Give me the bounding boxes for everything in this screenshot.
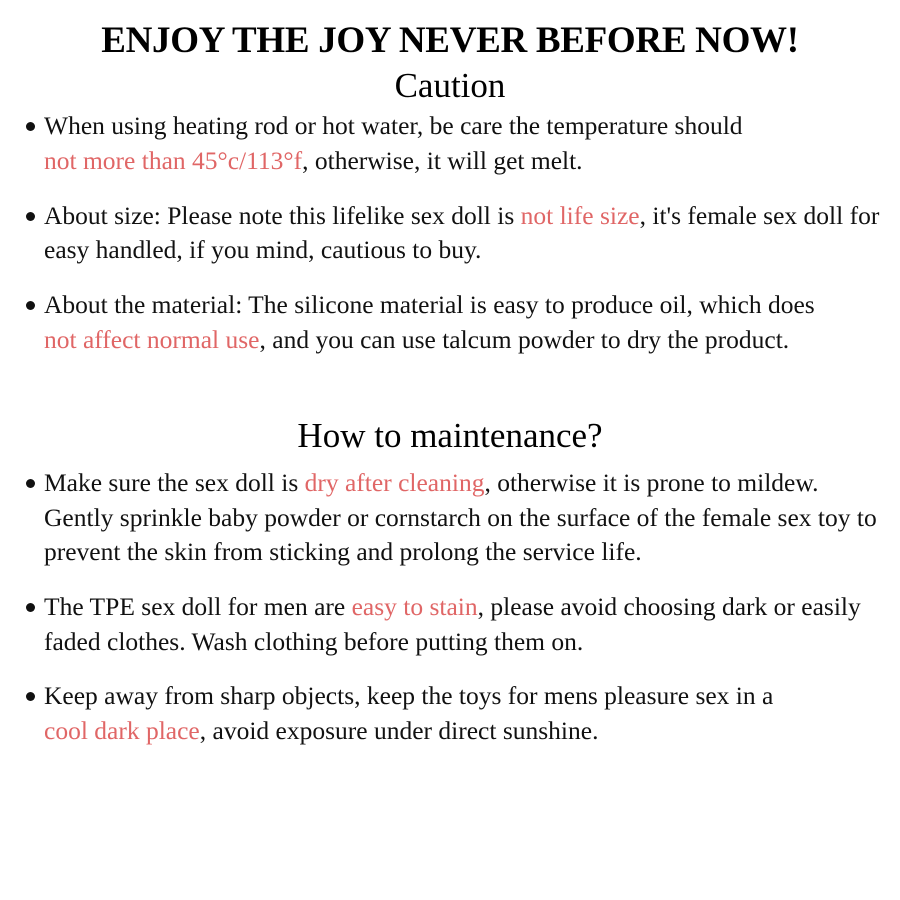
body-text: , otherwise, it will get melt. (302, 146, 583, 176)
highlighted-phrase: not life size (520, 200, 640, 230)
caution-item-1-text (44, 201, 879, 265)
caution-item-0-text (44, 111, 743, 175)
body-text: Keep away from sharp objects, keep the toys for mens pleasure sex in a (44, 681, 774, 711)
maintenance-title: How to maintenance? (297, 416, 603, 456)
body-text: About size: Please note this lifelike sex doll is (44, 200, 521, 230)
body-text: , please avoid choosing dark or easily faded clothes. Wash clothing before putting them on. (44, 591, 861, 656)
highlighted-phrase: dry after cleaning (304, 467, 485, 497)
highlighted-phrase: easy to stain (351, 591, 478, 621)
list-item (18, 466, 882, 570)
maintenance-item-2-text (44, 681, 773, 745)
banner-headline: ENJOY THE JOY NEVER BEFORE NOW! (101, 20, 799, 61)
highlighted-phrase: not more than 45°c/113°f (44, 146, 303, 176)
highlighted-phrase: cool dark place (44, 715, 200, 745)
highlighted-phrase: not affect normal use (44, 324, 260, 354)
list-item (18, 109, 882, 178)
body-text: When using heating rod or hot water, be care the temperature should (44, 111, 743, 141)
caution-title: Caution (394, 65, 506, 105)
caution-list (18, 109, 882, 357)
body-text: , avoid exposure under direct sunshine. (199, 715, 599, 745)
body-text: , it's female sex doll for easy handled, if you mind, cautious to buy. (44, 200, 880, 265)
body-text: The TPE sex doll for men are (44, 591, 352, 621)
maintenance-list (18, 466, 882, 749)
list-item (18, 679, 882, 748)
body-text: , otherwise it is prone to mildew. Gently sprinkle baby powder or cornstarch on the surface of the female sex toy to prevent the skin from sticking and prolong the service life. (44, 467, 877, 567)
body-text: , and you can use talcum powder to dry the product. (259, 324, 790, 354)
body-text: Make sure the sex doll is (44, 467, 305, 497)
list-item (18, 590, 882, 659)
list-item (18, 199, 882, 268)
caution-item-2-text (44, 290, 815, 354)
list-item (18, 288, 882, 357)
body-text: About the material: The silicone material is easy to produce oil, which does (44, 290, 815, 320)
maintenance-item-0-text (44, 468, 877, 566)
maintenance-item-1-text (44, 592, 861, 656)
